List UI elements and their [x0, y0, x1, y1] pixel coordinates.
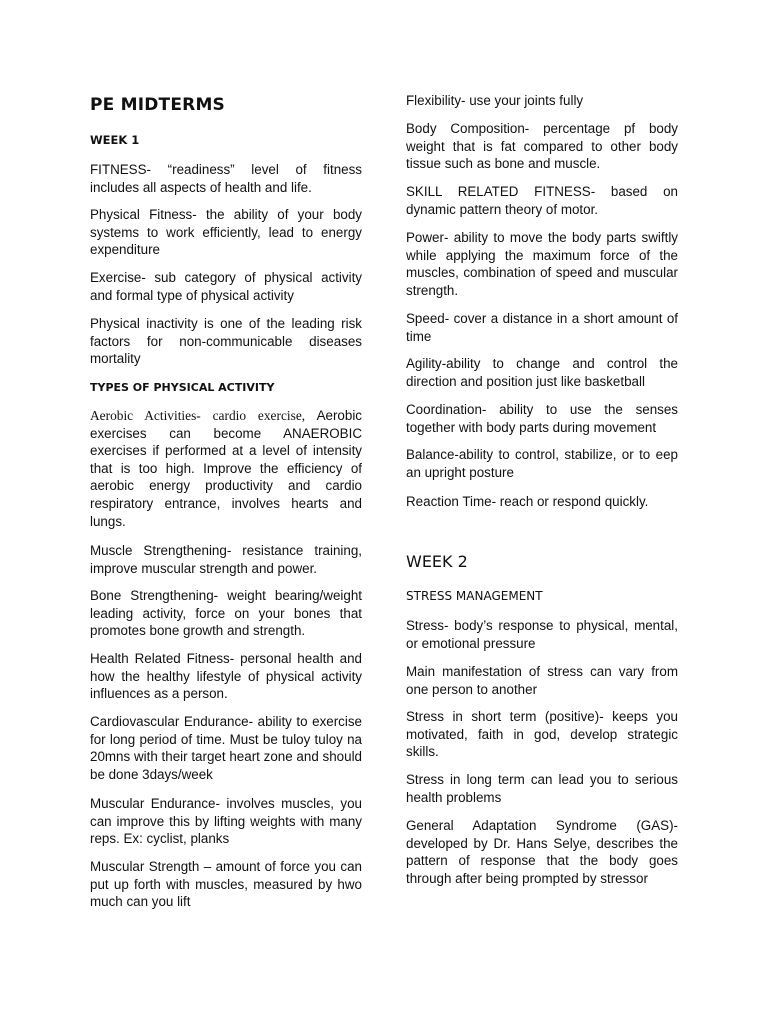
paragraph-power: Power- ability to move the body parts swiftly while applying the maximum force of the muscles, combination of speed and muscular strength.: [406, 230, 678, 298]
aerobic-lead-text: Aerobic Activities- cardio exercise,: [90, 408, 306, 423]
types-of-physical-activity-heading: TYPES OF PHYSICAL ACTIVITY: [90, 381, 275, 394]
paragraph-fitness: FITNESS- “readiness” level of fitness includes all aspects of health and life.: [90, 162, 362, 195]
paragraph-aerobic: [90, 407, 362, 530]
paragraph-physical-inactivity: Physical inactivity is one of the leading risk factors for non-communicable diseases mortality: [90, 316, 362, 367]
paragraph-flexibility: Flexibility- use your joints fully: [406, 93, 584, 108]
week-1-heading: WEEK 1: [90, 133, 140, 147]
aerobic-body-text: Aerobic exercises can become ANAEROBIC exercises if performed at a level of intensity that is too high. Improve the efficiency of aerobic energy productivity and cardio respiratory entrance, involves hearts and lungs.: [90, 408, 362, 529]
paragraph-health-related-fitness: Health Related Fitness- personal health and how the healthy lifestyle of physical activity influences as a person.: [90, 651, 362, 702]
paragraph-reaction-time: Reaction Time- reach or respond quickly.: [406, 494, 649, 509]
stress-management-heading: STRESS MANAGEMENT: [406, 589, 543, 603]
paragraph-physical-fitness: Physical Fitness- the ability of your body systems to work efficiently, lead to energy expenditure: [90, 207, 362, 258]
paragraph-muscular-endurance: Muscular Endurance- involves muscles, you can improve this by lifting weights with many reps. Ex: cyclist, planks: [90, 796, 362, 847]
paragraph-body-composition: Body Composition- percentage pf body weight that is fat compared to other body tissue such as bone and muscle.: [406, 121, 678, 172]
document-title: PE MIDTERMS: [90, 95, 226, 115]
paragraph-exercise: Exercise- sub category of physical activity and formal type of physical activity: [90, 270, 362, 303]
week-2-heading: WEEK 2: [406, 552, 468, 571]
paragraph-muscular-strength: Muscular Strength – amount of force you can put up forth with muscles, measured by hwo much can you lift: [90, 859, 362, 910]
paragraph-muscle-strengthening: Muscle Strengthening- resistance training, improve muscular strength and power.: [90, 543, 362, 576]
paragraph-skill-related-fitness: SKILL RELATED FITNESS- based on dynamic pattern theory of motor.: [406, 184, 678, 217]
paragraph-stress: Stress- body’s response to physical, mental, or emotional pressure: [406, 618, 678, 651]
paragraph-balance: Balance-ability to control, stabilize, or to eep an upright posture: [406, 447, 678, 480]
paragraph-general-adaptation-syndrome: General Adaptation Syndrome (GAS)- developed by Dr. Hans Selye, describes the pattern of response that the body goes through after being prompted by stressor: [406, 818, 678, 886]
paragraph-stress-short-term: Stress in short term (positive)- keeps you motivated, faith in god, develop strategic skills.: [406, 709, 678, 760]
paragraph-cardiovascular-endurance: Cardiovascular Endurance- ability to exercise for long period of time. Must be tuloy tuloy na 20mns with their target heart zone and should be done 3days/week: [90, 714, 362, 782]
paragraph-coordination: Coordination- ability to use the senses together with body parts during movement: [406, 402, 678, 435]
paragraph-bone-strengthening: Bone Strengthening- weight bearing/weight leading activity, force on your bones that promotes bone growth and strength.: [90, 588, 362, 639]
paragraph-stress-manifestation: Main manifestation of stress can vary from one person to another: [406, 664, 678, 697]
paragraph-agility: Agility-ability to change and control the direction and position just like basketball: [406, 356, 678, 389]
paragraph-speed: Speed- cover a distance in a short amount of time: [406, 311, 678, 344]
paragraph-stress-long-term: Stress in long term can lead you to serious health problems: [406, 772, 678, 805]
